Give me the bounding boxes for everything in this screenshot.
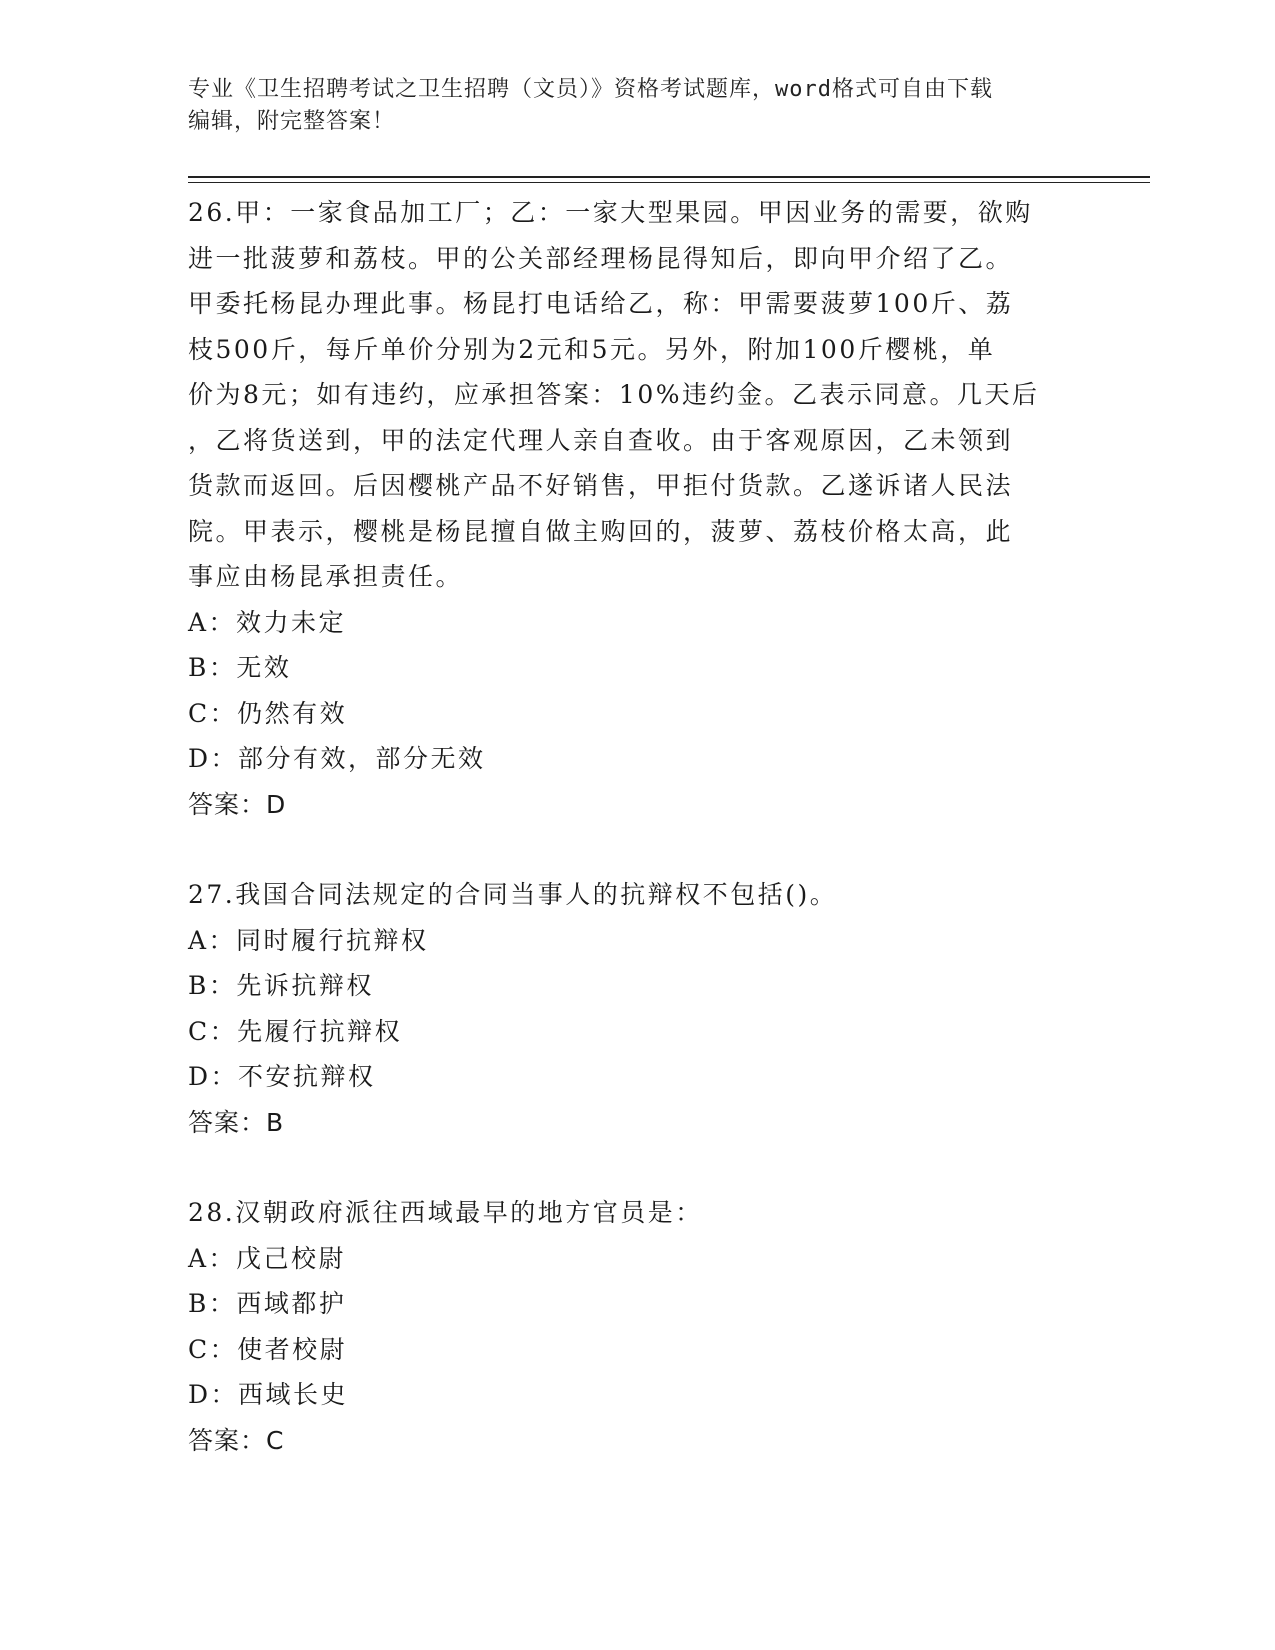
stem-line: 28.汉朝政府派往西域最早的地方官员是：	[188, 1198, 703, 1227]
answer-text: 答案：B	[188, 1107, 285, 1137]
stem-line: 27.我国合同法规定的合同当事人的抗辩权不包括()。	[188, 880, 838, 909]
question-26	[188, 190, 1078, 827]
answer-text: 答案：C	[188, 1425, 285, 1455]
option-a: A：同时履行抗辩权	[188, 925, 429, 955]
option-d: D：部分有效，部分无效	[188, 744, 486, 773]
option-d: D：西域长史	[188, 1380, 349, 1409]
stem-line: 价为8元；如有违约，应承担答案：10%违约金。乙表示同意。几天后	[188, 380, 1040, 409]
header-line-1: 专业《卫生招聘考试之卫生招聘（文员）》资格考试题库，word格式可自由下载	[188, 77, 993, 102]
header-divider-thin	[188, 182, 1150, 183]
option-b: B：无效	[188, 653, 292, 682]
stem-line: 货款而返回。后因樱桃产品不好销售，甲拒付货款。乙遂诉诸人民法	[188, 471, 1014, 500]
question-spacer	[188, 1145, 1078, 1190]
document-header	[188, 74, 1088, 138]
question-28	[188, 1190, 1078, 1463]
option-b: B：西域都护	[188, 1289, 347, 1318]
header-divider-thick	[188, 176, 1150, 178]
stem-line: 事应由杨昆承担责任。	[188, 562, 464, 591]
stem-line: 甲委托杨昆办理此事。杨昆打电话给乙，称：甲需要菠萝100斤、荔	[188, 289, 1014, 318]
stem-line: 院。甲表示，樱桃是杨昆擅自做主购回的，菠萝、荔枝价格太高，此	[188, 516, 1014, 546]
stem-line: 进一批菠萝和荔枝。甲的公关部经理杨昆得知后，即向甲介绍了乙。	[188, 243, 1014, 273]
question-27	[188, 872, 1078, 1145]
option-b: B：先诉抗辩权	[188, 971, 374, 1000]
option-d: D：不安抗辩权	[188, 1062, 376, 1091]
stem-line: 26.甲：一家食品加工厂；乙：一家大型果园。甲因业务的需要，欲购	[188, 198, 1033, 227]
option-c: C：仍然有效	[188, 698, 348, 728]
question-list	[188, 190, 1078, 1463]
option-c: C：先履行抗辩权	[188, 1016, 403, 1046]
answer-text: 答案：D	[188, 789, 287, 819]
stem-line: 枝500斤，每斤单价分别为2元和5元。另外，附加100斤樱桃，单	[188, 334, 996, 364]
option-a: A：效力未定	[188, 607, 347, 637]
question-spacer	[188, 827, 1078, 872]
option-a: A：戊己校尉	[188, 1243, 347, 1273]
stem-line: ，乙将货送到，甲的法定代理人亲自查收。由于客观原因，乙未领到	[188, 425, 1014, 455]
header-line-2: 编辑，附完整答案！	[188, 109, 396, 134]
option-c: C：使者校尉	[188, 1334, 348, 1364]
question-stem	[188, 190, 1078, 600]
